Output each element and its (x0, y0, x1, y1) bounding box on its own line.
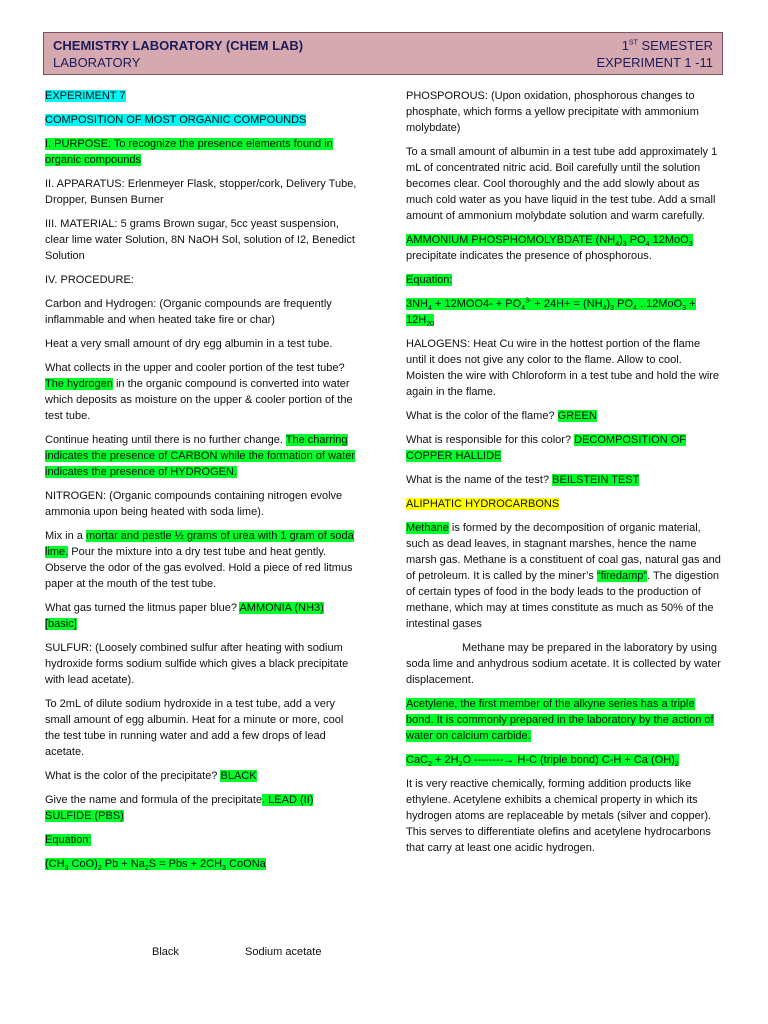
ammonium-paragraph (406, 232, 722, 264)
semester-text: SEMESTER (637, 38, 713, 53)
lead-sulfide-equation-text (45, 858, 266, 873)
name-answer: . LEAD (II) SULFIDE (PBS) (45, 794, 314, 822)
eq-sup: 3- (525, 297, 532, 305)
precipitate-color-question (45, 768, 357, 784)
semester-number: 1 (621, 38, 629, 53)
eq-sub: 3 (610, 305, 615, 313)
eq-part: CoONa (226, 858, 266, 870)
collects-answer: The hydrogen (45, 378, 113, 390)
mix-paragraph (45, 528, 357, 592)
purpose-paragraph (45, 136, 357, 168)
aliphatic-heading-text: ALIPHATIC HYDROCARBONS (406, 498, 560, 510)
eq-part: ) (606, 298, 611, 310)
eq-sub: 2 (97, 865, 102, 873)
header-subtitle: LABORATORY (53, 55, 141, 70)
collects-rest: in the organic compound is converted into water which deposits as moisture on the upper & cooler portion of the test tube. (45, 378, 353, 422)
aliphatic-heading (406, 496, 722, 512)
collects-question (45, 360, 357, 424)
litmus-question-text: What gas turned the litmus paper blue? (45, 602, 240, 614)
amm-part: PO (626, 234, 646, 246)
amm-sub: 3 (622, 241, 627, 249)
ammonium-highlight (406, 234, 693, 249)
material-paragraph: III. MATERIAL: 5 grams Brown sugar, 5cc yeast suspension, clear lime water Solution, 8N NaOH Sol, solution of I2, Benedict Solution (45, 218, 355, 262)
eq-part: 3NH (406, 298, 429, 310)
lead-sulfide-equation (45, 856, 357, 872)
test-name-question (406, 472, 722, 488)
color-answer: BLACK (220, 770, 257, 782)
header-left (53, 37, 303, 71)
equation-label-right (406, 272, 722, 288)
nitrogen-paragraph: NITROGEN: (Organic compounds containing nitrogen evolve ammonia upon being heated with soda lime). (45, 490, 343, 518)
sulfur-procedure: To 2mL of dilute sodium hydroxide in a test tube, add a very small amount of egg albumin. Heat for a minute or more, cool the test tube in running water and add a few drops of lead acetate. (45, 698, 344, 758)
reactive-paragraph: It is very reactive chemically, forming addition products like ethylene. Acetylene exhibits a chemical property in which its hydrogen atoms are replaceable by metals (silver and copper). This serves to differentiate olefins and acetylene hydrocarbons that carry at least one acidic hydrogen. (406, 778, 712, 854)
continue-heating-paragraph (45, 432, 357, 480)
phosphate-equation-text (406, 297, 696, 329)
composition-heading-text: COMPOSITION OF MOST ORGANIC COMPOUNDS (45, 114, 307, 126)
eq-part: S = Pbs + 2CH (148, 858, 223, 870)
phosphorous-paragraph: PHOSPOROUS: (Upon oxidation, phosphorous changes to phosphate, which forms a yellow precipitate with ammonium molybdate) (406, 90, 699, 134)
eq-part: O --------→ H-C (triple bond) C-H + Ca (OH) (462, 754, 675, 766)
responsible-answer: DECOMPOSITION OF COPPER HALLIDE (406, 434, 686, 462)
eq-part: + 12MOO4- + PO (431, 298, 522, 310)
methane-preparation: Methane may be prepared in the laboratory by using soda lime and anhydrous sodium acetate. It is collected by water displacement. (406, 642, 721, 686)
carbon-hydrogen-paragraph: Carbon and Hydrogen: (Organic compounds are frequently inflammable and when heated take fire or char) (45, 298, 332, 326)
experiment-title (45, 88, 357, 104)
eq-part: Pb + Na (101, 858, 145, 870)
document-header (43, 32, 723, 75)
carbide-equation (406, 752, 722, 768)
name-question-text: Give the name and formula of the precipitate (45, 794, 263, 806)
eq-sub: 20 (426, 321, 434, 329)
responsible-question (406, 432, 722, 464)
sulfur-paragraph: SULFUR: (Loosely combined sulfur after heating with sodium hydroxide forms sodium sulfide which gives a black precipitate with lead acetate). (45, 642, 349, 686)
eq-sub: 4 (602, 305, 607, 313)
flame-answer: GREEN (557, 410, 597, 422)
apparatus-paragraph: II. APPARATUS: Erlenmeyer Flask, stopper/cork, Delivery Tube, Dropper, Bunsen Burner (45, 178, 357, 206)
litmus-question (45, 600, 357, 632)
eq-sub: 4 (521, 305, 526, 313)
litmus-answer: AMMONIA (NH3) [basic] (45, 602, 324, 630)
eq-sub: 2 (674, 761, 679, 769)
semester-sup: ST (628, 39, 638, 47)
header-semester (596, 37, 713, 54)
amm-sub: 3 (688, 241, 693, 249)
eq-part: PO (614, 298, 633, 310)
carbide-equation-text (406, 754, 679, 769)
eq-part: CoO) (68, 858, 98, 870)
eq-sub: 2 (458, 761, 463, 769)
responsible-question-text: What is responsible for this color? (406, 434, 575, 446)
amm-part: ) (619, 234, 623, 246)
eq-sub: 4 (633, 305, 637, 313)
eq-part: (CH (45, 858, 65, 870)
methane-highlight: Methane (406, 522, 449, 534)
flame-question-text: What is the color of the flame? (406, 410, 558, 422)
header-experiment-range: EXPERIMENT 1 -11 (596, 55, 713, 70)
collects-question-text: What collects in the upper and cooler portion of the test tube? (45, 362, 345, 374)
amm-part: 12MoO (649, 234, 689, 246)
heat-albumin-paragraph: Heat a very small amount of dry egg albumin in a test tube. (45, 338, 333, 350)
eq-part: CaC (406, 754, 429, 766)
header-title: CHEMISTRY LABORATORY (CHEM LAB) (53, 38, 304, 53)
color-question-text: What is the color of the precipitate? (45, 770, 221, 782)
phosphorous-procedure: To a small amount of albumin in a test tube add approximately 1 mL of concentrated nitric acid. Boil carefully until the solution becomes clear. Cool thoroughly and the add slowly about as much cold water as you have liquid in the test tube. Add a small amount of ammonium molybdate solution and warm carefully. (406, 146, 718, 222)
continue-text: Continue heating until there is no further change. (45, 434, 286, 446)
left-column (45, 88, 357, 880)
methane-text-a: is formed by the decomposition of organic material, such as dead leaves, in stagnant marshes, hence the name marsh gas. Methane is a constituent of coal gas, natural gas and of petroleum. It is called by the miner’s (406, 522, 721, 582)
amm-sub: 4 (645, 241, 650, 249)
eq-part: + 2H (431, 754, 459, 766)
acetylene-highlight: Acetylene, the first member of the alkyne series has a triple bond. It is commonly prepared in the laboratory by the action of water on calcium carbide. (406, 698, 714, 742)
eq-sub: 4 (428, 305, 432, 313)
header-right (596, 37, 713, 71)
continue-answer: The charring indicates the presence of CARBON while the formation of water indicates the presence of HYDROGEN. (45, 434, 355, 478)
caption-sodium-acetate: Sodium acetate (245, 946, 322, 958)
amm-sub: 4 (615, 241, 620, 249)
eq-sub: 2 (144, 865, 149, 873)
eq-sub: 2 (428, 761, 432, 769)
eq-sub: 3 (682, 305, 687, 313)
eq-sub: 3 (222, 865, 227, 873)
equation-label-right-text: Equation: (406, 274, 453, 286)
eq-part: + 24H+ = (NH (531, 298, 603, 310)
mix-text: Mix in a (45, 530, 86, 542)
right-column (406, 88, 722, 864)
eq-sub: 3 (64, 865, 69, 873)
test-question-text: What is the name of the test? (406, 474, 553, 486)
eq-part: + 12H (406, 298, 696, 326)
composition-heading (45, 112, 357, 128)
halogens-paragraph: HALOGENS: Heat Cu wire in the hottest portion of the flame until it does not give any color to the flame. Allow to cool. Moisten the wire with Chloroform in a test tube and hold the wire again in the flame. (406, 338, 720, 398)
firedamp-highlight: “firedamp” (596, 570, 648, 582)
experiment-title-text: EXPERIMENT 7 (45, 90, 126, 102)
methane-paragraph (406, 520, 722, 632)
caption-black: Black (152, 946, 179, 958)
purpose-text: I. PURPOSE: To recognize the presence elements found in organic compounds (45, 138, 333, 166)
procedure-heading: IV. PROCEDURE: (45, 274, 134, 286)
equation-label-left (45, 832, 357, 848)
acetylene-paragraph (406, 696, 722, 744)
amm-part: AMMONIUM PHOSPHOMOLYBDATE (NH (406, 234, 616, 246)
ammonium-rest: precipitate indicates the presence of phosphorous. (406, 250, 652, 262)
mix-rest: Pour the mixture into a dry test tube and heat gently. Observe the odor of the gas evolved. Hold a piece of red litmus paper at the mouth of the test tube. (45, 546, 353, 590)
equation-label-left-text: Equation: (45, 834, 92, 846)
test-answer: BEILSTEIN TEST (552, 474, 640, 486)
flame-color-question (406, 408, 722, 424)
precipitate-name-question (45, 792, 357, 824)
phosphate-equation (406, 296, 722, 328)
eq-part: . 12MoO (636, 298, 683, 310)
mix-highlight: mortar and pestle ½ grams of urea with 1 gram of soda lime. (45, 530, 354, 558)
methane-text-b: . The digestion of certain types of food in the body leads to the production of methane, which may at times constitute as much as 50% of the intestinal gases (406, 570, 720, 630)
